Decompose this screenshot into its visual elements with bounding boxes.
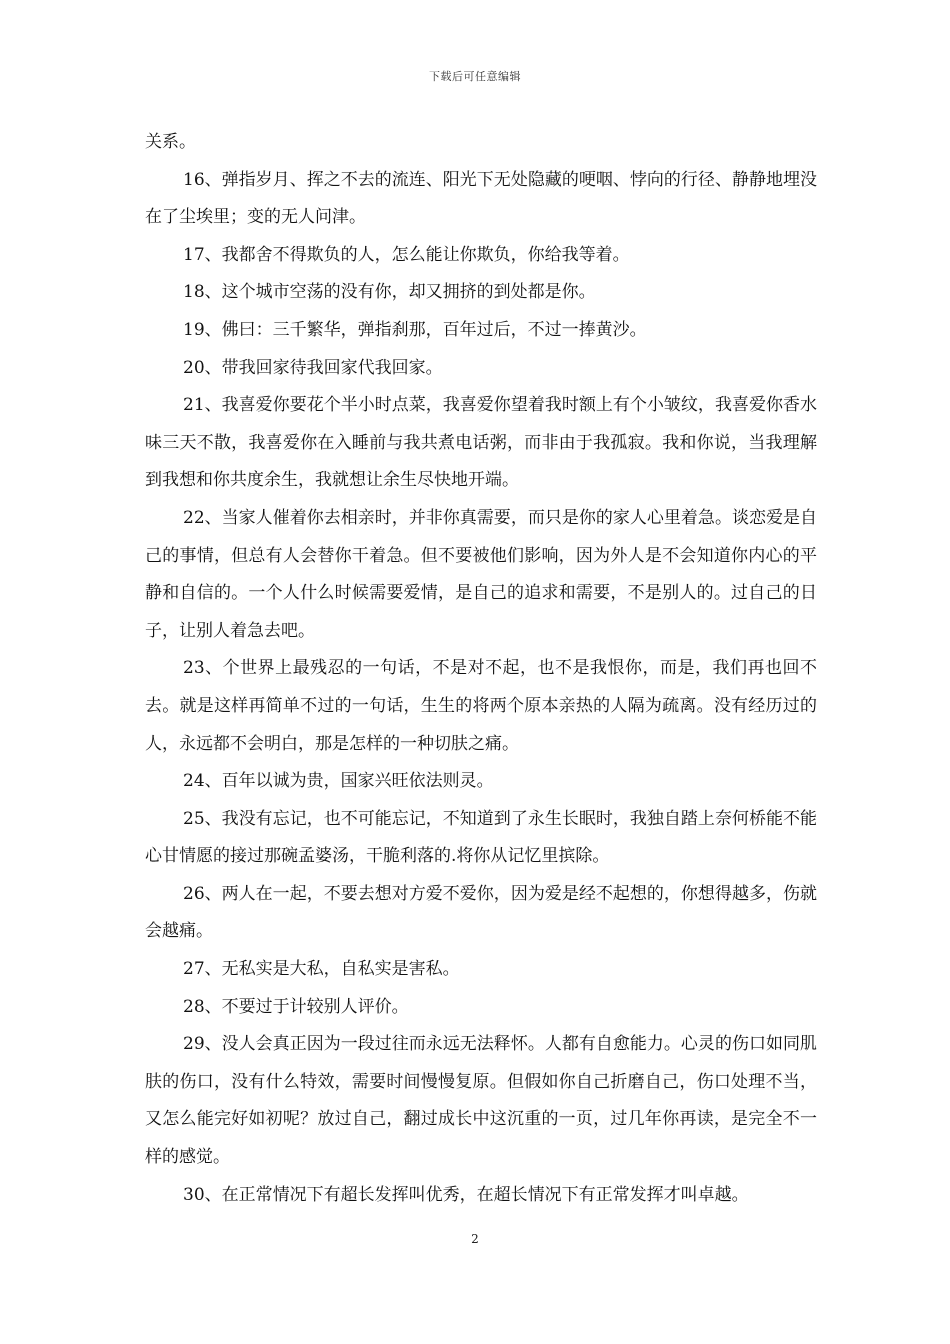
paragraph-item-18: 18、这个城市空荡的没有你，却又拥挤的到处都是你。 <box>183 282 596 303</box>
paragraph-item-30: 30、在正常情况下有超长发挥叫优秀，在超长情况下有正常发挥才叫卓越。 <box>183 1184 749 1205</box>
paragraph-item-27: 27、无私实是大私，自私实是害私。 <box>183 959 460 980</box>
page-header: 下载后可任意编辑 <box>429 70 521 83</box>
document-body <box>145 124 817 1214</box>
paragraph-item-24: 24、百年以诚为贵，国家兴旺依法则灵。 <box>183 771 494 792</box>
paragraph-item-29: 29、没人会真正因为一段过往而永远无法释怀。人都有自愈能力。心灵的伤口如同肌肤的伤口，没有什么特效，需要时间慢慢复原。但假如你自己折磨自己，伤口处理不当，又怎么能完好如初呢？放过自己，翻过成长中这沉重的一页，过几年你再读，是完全不一样的感觉。 <box>145 1034 817 1168</box>
paragraph-item-19: 19、佛曰：三千繁华，弹指刹那，百年过后，不过一捧黄沙。 <box>183 319 647 340</box>
paragraph-continuation: 关系。 <box>145 132 196 152</box>
page-number: 2 <box>471 1232 479 1246</box>
paragraph-item-16: 16、弹指岁月、挥之不去的流连、阳光下无处隐藏的哽咽、悖向的行径、静静地埋没在了尘埃里；变的无人问津。 <box>145 169 817 228</box>
paragraph-item-28: 28、不要过于计较别人评价。 <box>183 996 409 1017</box>
paragraph-item-23: 23、个世界上最残忍的一句话，不是对不起，也不是我恨你，而是，我们再也回不去。就是这样再简单不过的一句话，生生的将两个原本亲热的人隔为疏离。没有经历过的人，永远都不会明白，那是怎样的一种切肤之痛。 <box>145 658 817 754</box>
paragraph-item-17: 17、我都舍不得欺负的人，怎么能让你欺负，你给我等着。 <box>183 244 630 265</box>
paragraph-item-25: 25、我没有忘记，也不可能忘记，不知道到了永生长眠时，我独自踏上奈何桥能不能心甘情愿的接过那碗孟婆汤，干脆利落的.将你从记忆里摈除。 <box>145 808 817 867</box>
paragraph-item-21: 21、我喜爱你要花个半小时点菜，我喜爱你望着我时额上有个小皱纹，我喜爱你香水味三天不散，我喜爱你在入睡前与我共煮电话粥，而非由于我孤寂。我和你说，当我理解到我想和你共度余生，我就想让余生尽快地开端。 <box>145 395 817 491</box>
paragraph-item-22: 22、当家人催着你去相亲时，并非你真需要，而只是你的家人心里着急。谈恋爱是自己的事情，但总有人会替你干着急。但不要被他们影响，因为外人是不会知道你内心的平静和自信的。一个人什么时候需要爱情，是自己的追求和需要，不是别人的。过自己的日子，让别人着急去吧。 <box>145 507 817 641</box>
paragraph-item-20: 20、带我回家待我回家代我回家。 <box>183 357 443 378</box>
paragraph-item-26: 26、两人在一起，不要去想对方爱不爱你，因为爱是经不起想的，你想得越多，伤就会越痛。 <box>145 883 817 942</box>
